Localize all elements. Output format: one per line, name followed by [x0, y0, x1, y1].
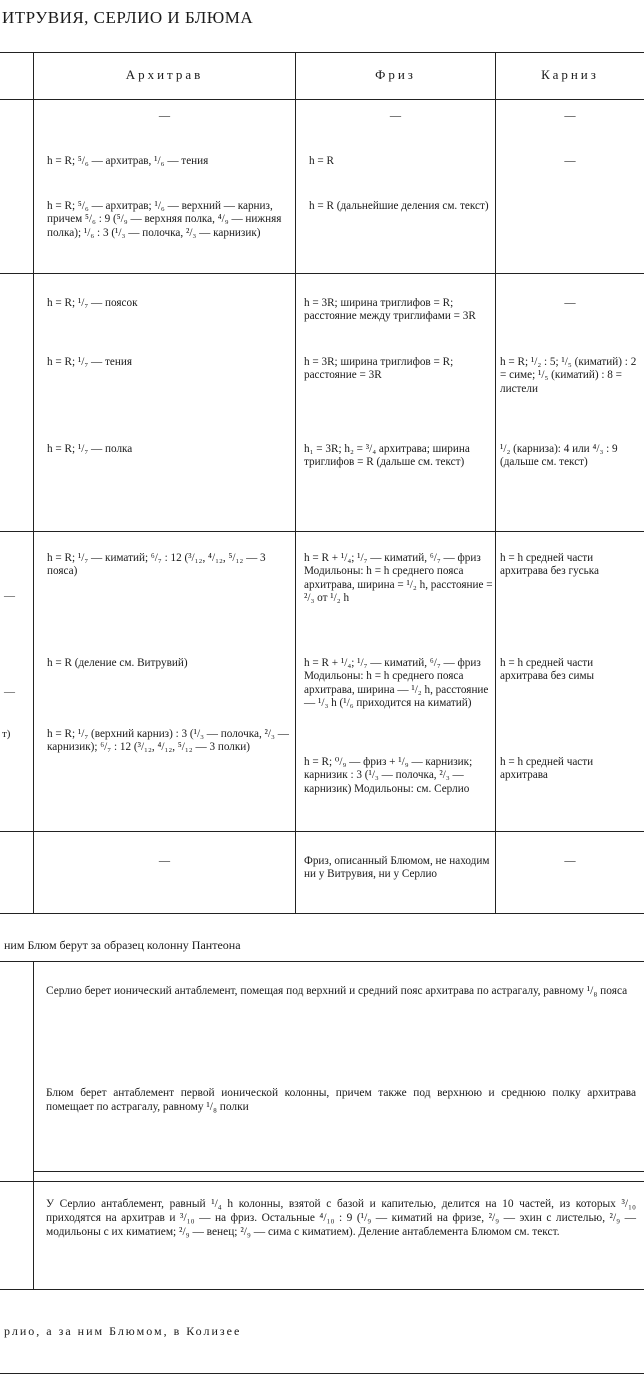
table-cell: h = R; ¹/₇ — полка [47, 443, 133, 455]
table-cell: h = R (деление см. Витрувий) [47, 657, 188, 669]
section-heading: рлио, а за ним Блюмом, в Колизее [4, 1324, 242, 1338]
table2-left-divider [33, 961, 34, 1289]
paragraph-bloom-ionic: Блюм берет антаблемент первой ионической колонны, причем также под верхнюю и среднюю полку архитрава помещает по астрагалу, равному ¹/₈ полки [46, 1087, 636, 1114]
left-edge-dash: — [4, 686, 15, 698]
group-rule-3 [0, 831, 644, 832]
column-divider-frieze [295, 52, 296, 913]
table-cell: h = R [309, 155, 334, 167]
table-cell: h = R (дальнейшие деления см. текст) [309, 200, 489, 212]
column-header-cornice: Карниз [541, 67, 599, 82]
table-cell: Фриз, описанный Блюмом, не находим ни у Витрувия, ни у Серлио [304, 855, 490, 881]
table-cell: h = R + ¹/₄; ¹/₇ — киматий, ⁶/₇ — фриз Модильоны: h = h среднего пояса архитрава, ширина = ¹/₂ h, расстояние = ²/₃ от ¹/₂ h [304, 552, 493, 605]
table-cell: — [564, 155, 576, 167]
table-cell: h₁ = 3R; h₂ = ³/₄ архитрава; ширина триглифов = R (дальше см. текст) [304, 443, 470, 469]
column-divider-left [33, 52, 34, 913]
table-cell: — [389, 110, 402, 122]
table-cell: — [564, 855, 576, 867]
group-rule-2 [0, 531, 644, 532]
group-rule-1 [0, 273, 644, 274]
paragraph-serlio-entablature: У Серлио антаблемент, равный ¹/₄ h колонны, взятой с базой и капителью, делится на 10 частей, из которых ³/₁₀ приходятся на архитрав и ³/₁₀ — на фриз. Остальные ⁴/₁₀ : 9 (¹/₉ — киматий на фризе, ²/₉ — эхин с листелью, ²/₉ — модильоны с их киматием; ²/₉ — венец; ²/₉ — сима с киматием). Деление антаблемента Блюмом см. текст. [46, 1198, 636, 1239]
section-heading: ним Блюм берут за образец колонну Пантеона [4, 938, 241, 952]
table-cell: h = R; ¹/₇ (верхний карниз) : 3 (¹/₃ — полочка, ²/₃ — карнизик); ⁶/₇ : 12 (³/₁₂, ⁴/₁₂, ⁵/₁₂ — 3 полки) [47, 728, 289, 754]
table-cell: h = R; ⁰/₉ — фриз + ¹/₉ — карнизик; карнизик : 3 (¹/₃ — полочка, ²/₃ — карнизик) Модильоны: см. Серлио [304, 756, 473, 795]
table-cell: h = R; ¹/₂ : 5; ¹/₅ (киматий) : 2 = симе; ¹/₅ (киматий) : 8 = листели [500, 356, 637, 395]
column-divider-cornice [495, 52, 496, 913]
left-edge-paren: т) [2, 728, 11, 740]
table-cell: h = h средней части архитрава без симы [500, 657, 595, 683]
table2-bottom-rule [0, 1289, 644, 1290]
table3-top-rule [0, 1373, 644, 1374]
left-edge-dash: — [4, 590, 15, 602]
table-cell: h = R; ¹/₇ — поясок [47, 297, 138, 309]
column-header-frieze: Фриз [375, 67, 416, 82]
header-bottom-rule [0, 99, 644, 100]
column-header-architrave: Архитрав [125, 67, 204, 82]
table-cell: h = 3R; ширина триглифов = R; расстояние между триглифами = 3R [304, 297, 476, 323]
table-cell: — [564, 110, 576, 122]
table-cell: h = 3R; ширина триглифов = R; расстояние = 3R [304, 356, 454, 382]
table-bottom-rule [0, 913, 644, 914]
table-cell: h = R + ¹/₄; ¹/₇ — киматий, ⁶/₇ — фриз Модильоны: h = h среднего пояса архитрава, ширина — ¹/₂ h, расстояние — ¹/₃ h (¹/₆ приходится на киматий) [304, 657, 489, 710]
table-cell: h = R; ¹/₇ — тения [47, 356, 132, 368]
table-cell: h = R; ¹/₇ — киматий; ⁶/₇ : 12 (³/₁₂, ⁴/₁₂, ⁵/₁₂ — 3 пояса) [47, 552, 266, 578]
paragraph-serlio-ionic: Серлио берет ионический антаблемент, помещая под верхний и средний пояс архитрава по астрагалу, равному ¹/₈ пояса [46, 985, 628, 997]
table2-group-rule [0, 1181, 644, 1182]
table-cell: — [158, 855, 171, 867]
table2-row-rule [33, 1171, 644, 1172]
page-title: ИТРУВИЯ, СЕРЛИО И БЛЮМА [2, 8, 254, 27]
table-cell: h = h средней части архитрава [500, 756, 594, 782]
table-cell: ¹/₂ (карниза): 4 или ⁴/₃ : 9 (дальше см. текст) [500, 443, 618, 469]
table-cell: — [158, 110, 171, 122]
table-cell: h = R; ⁵/₆ — архитрав, ¹/₆ — тения [47, 155, 209, 167]
table2-top-rule [0, 961, 644, 962]
table-cell: h = R; ⁵/₆ — архитрав; ¹/₆ — верхний — карниз, причем ⁵/₆ : 9 (⁵/₉ — верхняя полка, ⁴/₉ — нижняя полка); ¹/₆ : 3 (¹/₃ — полочка, ²/₃ — карнизик) [47, 200, 282, 239]
table-cell: h = h средней части архитрава без гуська [500, 552, 599, 578]
table-top-rule [0, 52, 644, 53]
table-cell: — [564, 297, 576, 309]
